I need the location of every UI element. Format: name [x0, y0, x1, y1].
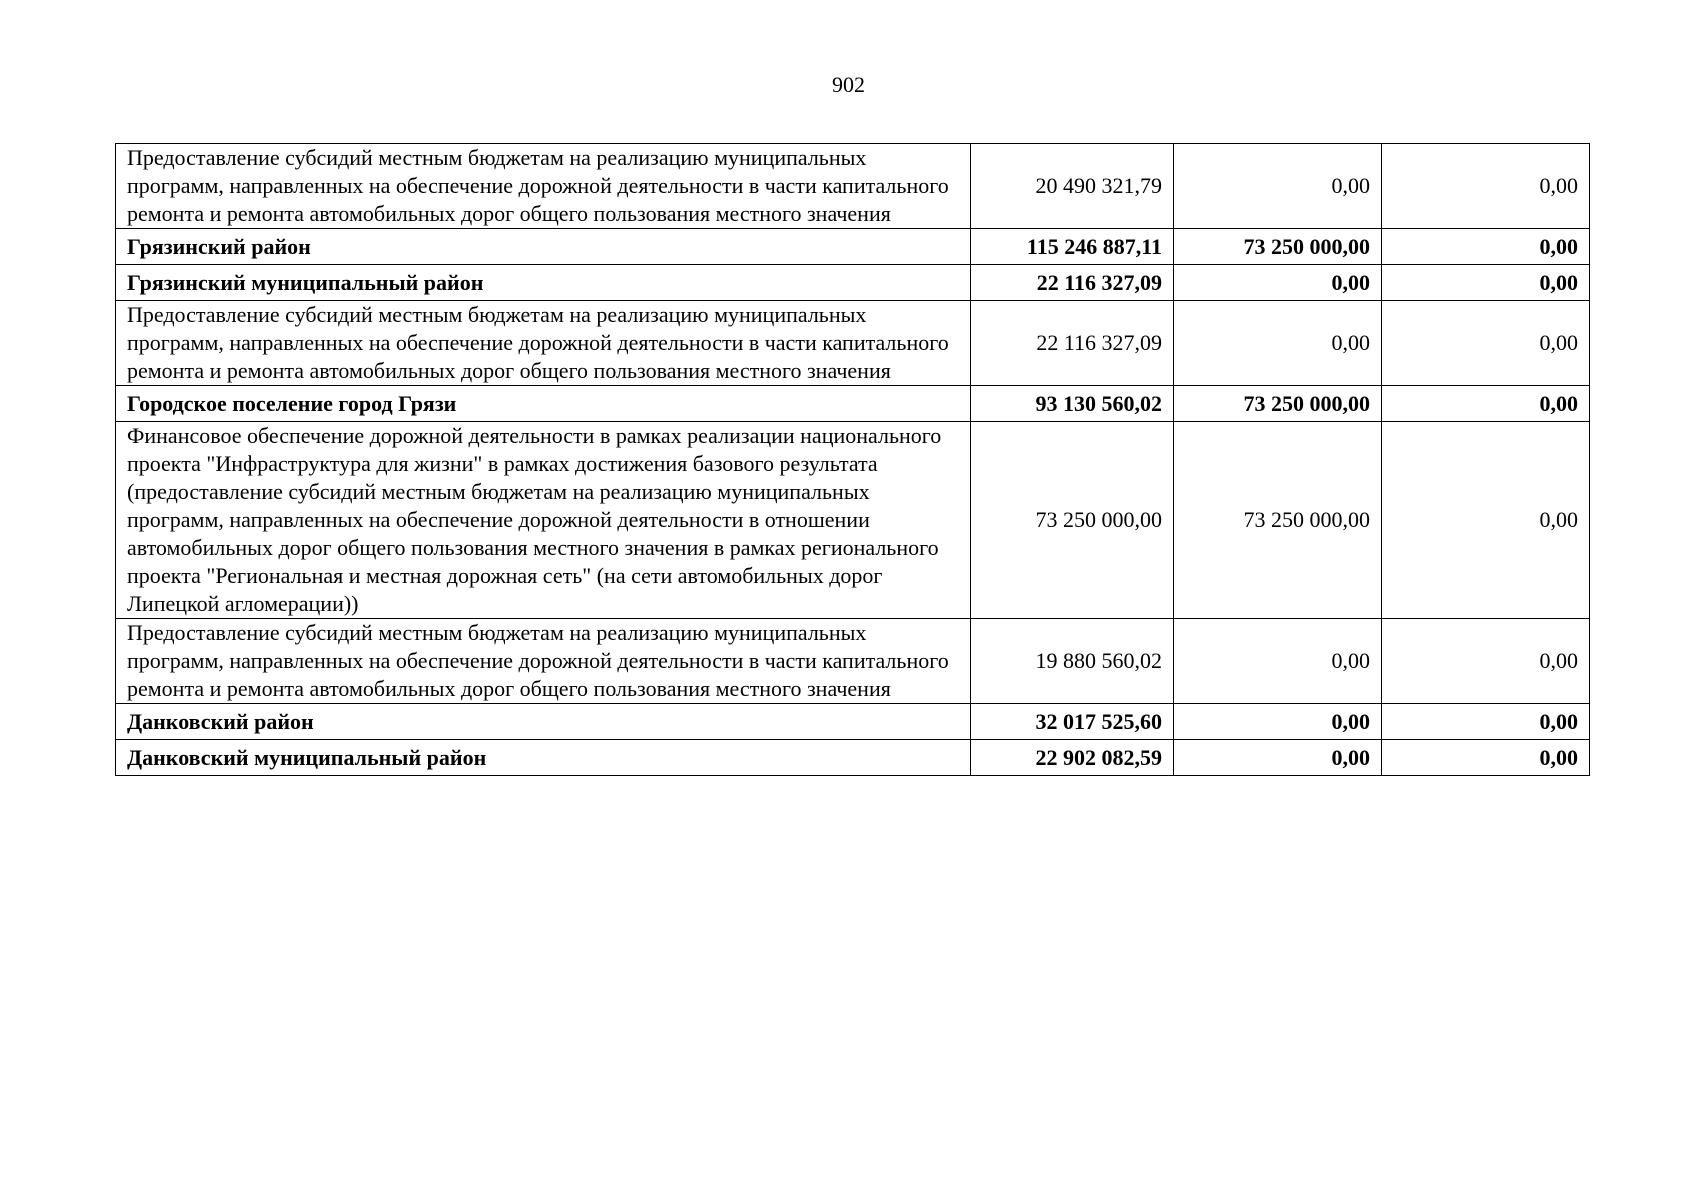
row-value-3-cell: 0,00 [1382, 740, 1590, 776]
row-value-3-cell: 0,00 [1382, 229, 1590, 265]
row-value-3-cell: 0,00 [1382, 386, 1590, 422]
row-value-2-cell: 73 250 000,00 [1174, 229, 1382, 265]
row-value-1-cell: 93 130 560,02 [971, 386, 1174, 422]
row-value-1-cell: 22 116 327,09 [971, 301, 1174, 386]
row-value-3-cell: 0,00 [1382, 301, 1590, 386]
row-value-1-cell: 32 017 525,60 [971, 704, 1174, 740]
row-name-cell: Грязинский район [116, 229, 971, 265]
row-value-2-cell: 0,00 [1174, 144, 1382, 229]
row-value-1-cell: 22 116 327,09 [971, 265, 1174, 301]
row-value-1-cell: 19 880 560,02 [971, 619, 1174, 704]
table-row [116, 144, 1590, 229]
table-row [116, 386, 1590, 422]
row-value-2-cell: 0,00 [1174, 265, 1382, 301]
table-row [116, 301, 1590, 386]
table-row [116, 704, 1590, 740]
row-value-3-cell: 0,00 [1382, 619, 1590, 704]
row-value-2-cell: 73 250 000,00 [1174, 386, 1382, 422]
row-value-2-cell: 73 250 000,00 [1174, 422, 1382, 619]
row-name-cell: Данковский муниципальный район [116, 740, 971, 776]
row-value-1-cell: 73 250 000,00 [971, 422, 1174, 619]
row-value-2-cell: 0,00 [1174, 619, 1382, 704]
row-value-2-cell: 0,00 [1174, 301, 1382, 386]
row-name-cell: Данковский район [116, 704, 971, 740]
table-row [116, 740, 1590, 776]
table-row [116, 422, 1590, 619]
row-value-2-cell: 0,00 [1174, 704, 1382, 740]
row-value-1-cell: 20 490 321,79 [971, 144, 1174, 229]
row-value-1-cell: 115 246 887,11 [971, 229, 1174, 265]
table-row [116, 265, 1590, 301]
row-value-3-cell: 0,00 [1382, 422, 1590, 619]
row-name-cell: Предоставление субсидий местным бюджетам на реализацию муниципальных программ, направленных на обеспечение дорожной деятельности в части капитального ремонта и ремонта автомобильных дорог общего пользования местного значения [116, 301, 971, 386]
table-row [116, 619, 1590, 704]
row-value-3-cell: 0,00 [1382, 704, 1590, 740]
row-name-cell: Городское поселение город Грязи [116, 386, 971, 422]
row-name-cell: Финансовое обеспечение дорожной деятельности в рамках реализации национального проекта "Инфраструктура для жизни" в рамках достижения базового результата (предоставление субсидий местным бюджетам на реализацию муниципальных программ, направленных на обеспечение дорожной деятельности в отношении автомобильных дорог общего пользования местного значения в рамках регионального проекта "Региональная и местная дорожная сеть" (на сети автомобильных дорог Липецкой агломерации)) [116, 422, 971, 619]
budget-table-body [116, 144, 1590, 776]
row-name-cell: Грязинский муниципальный район [116, 265, 971, 301]
row-name-cell: Предоставление субсидий местным бюджетам на реализацию муниципальных программ, направленных на обеспечение дорожной деятельности в части капитального ремонта и ремонта автомобильных дорог общего пользования местного значения [116, 144, 971, 229]
budget-table [115, 143, 1590, 776]
row-value-2-cell: 0,00 [1174, 740, 1382, 776]
row-value-1-cell: 22 902 082,59 [971, 740, 1174, 776]
row-value-3-cell: 0,00 [1382, 144, 1590, 229]
table-row [116, 229, 1590, 265]
row-value-3-cell: 0,00 [1382, 265, 1590, 301]
page-number: 902 [832, 72, 865, 97]
row-name-cell: Предоставление субсидий местным бюджетам на реализацию муниципальных программ, направленных на обеспечение дорожной деятельности в части капитального ремонта и ремонта автомобильных дорог общего пользования местного значения [116, 619, 971, 704]
